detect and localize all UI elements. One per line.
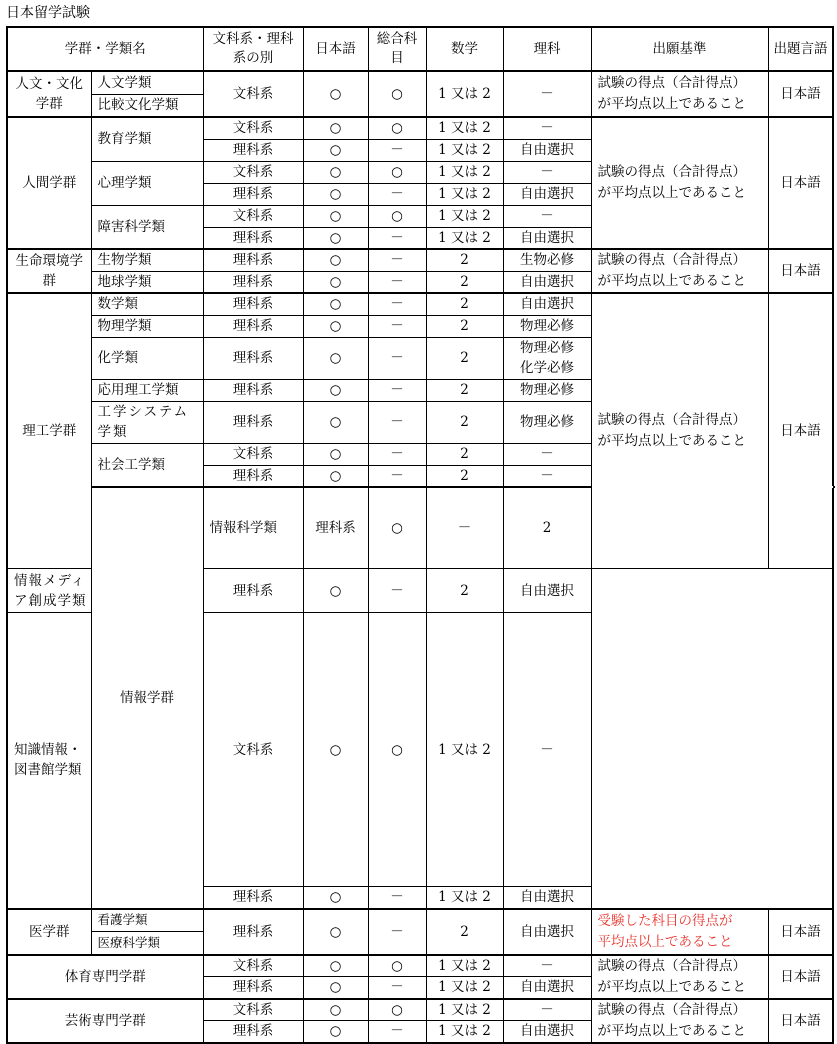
japanese-cell: ○ bbox=[303, 613, 368, 887]
track-cell: 理科系 bbox=[203, 909, 303, 955]
science-cell: － bbox=[503, 443, 591, 465]
japanese-cell: ○ bbox=[303, 183, 368, 205]
college-cell: 社会工学類 bbox=[91, 443, 203, 487]
general-cell: － bbox=[368, 293, 426, 315]
math-cell: 2 bbox=[426, 909, 503, 955]
general-cell: ○ bbox=[368, 999, 426, 1021]
japanese-cell: ○ bbox=[303, 443, 368, 465]
track-cell: 理科系 bbox=[203, 379, 303, 401]
track-cell: 理科系 bbox=[203, 271, 303, 293]
criteria-cell: 受験した科目の得点が 平均点以上であること bbox=[591, 909, 768, 955]
criteria-cell: 試験の得点（合計得点） が平均点以上であること bbox=[591, 999, 768, 1043]
track-cell: 文科系 bbox=[203, 71, 303, 117]
group-cell: 人文・文化学群 bbox=[7, 71, 91, 117]
japanese-cell: ○ bbox=[368, 487, 426, 569]
language-cell: 日本語 bbox=[768, 955, 833, 999]
math-cell: 2 bbox=[426, 337, 503, 379]
science-cell: 物理必修 bbox=[503, 401, 591, 443]
track-cell: 文科系 bbox=[203, 161, 303, 183]
science-cell: 物理必修 化学必修 bbox=[503, 337, 591, 379]
track-cell: 理科系 bbox=[303, 487, 368, 569]
math-cell: 2 bbox=[426, 293, 503, 315]
track-cell: 文科系 bbox=[203, 955, 303, 977]
track-cell: 理科系 bbox=[203, 227, 303, 249]
japanese-cell: ○ bbox=[303, 569, 368, 613]
college-cell: 教育学類 bbox=[91, 117, 203, 161]
japanese-cell: ○ bbox=[303, 887, 368, 909]
science-cell: 自由選択 bbox=[503, 887, 591, 909]
page-title: 日本留学試験 bbox=[6, 5, 90, 21]
science-cell: 自由選択 bbox=[503, 271, 591, 293]
general-cell: － bbox=[368, 315, 426, 337]
college-cell: 人文学類 bbox=[91, 71, 203, 94]
header-japanese: 日本語 bbox=[303, 27, 368, 71]
japanese-cell: ○ bbox=[303, 999, 368, 1021]
science-cell: 生物必修 bbox=[503, 249, 591, 271]
japanese-cell: ○ bbox=[303, 315, 368, 337]
science-cell: 自由選択 bbox=[503, 909, 591, 955]
general-cell: － bbox=[368, 183, 426, 205]
college-cell: 応用理工学類 bbox=[91, 379, 203, 401]
group-cell: 芸術専門学群 bbox=[7, 999, 203, 1043]
track-cell: 理科系 bbox=[203, 887, 303, 909]
college-cell: 地球学類 bbox=[91, 271, 203, 293]
general-cell: ○ bbox=[368, 71, 426, 117]
language-cell: 日本語 bbox=[768, 909, 833, 955]
group-cell: 情報学群 bbox=[91, 487, 203, 909]
general-cell: － bbox=[368, 977, 426, 999]
track-cell: 理科系 bbox=[203, 401, 303, 443]
japanese-cell: ○ bbox=[303, 1021, 368, 1043]
track-cell: 文科系 bbox=[203, 443, 303, 465]
japanese-cell: ○ bbox=[303, 909, 368, 955]
general-cell: － bbox=[368, 227, 426, 249]
general-cell: － bbox=[368, 271, 426, 293]
language-cell: 日本語 bbox=[768, 249, 833, 293]
math-cell: 1 又は 2 bbox=[426, 887, 503, 909]
track-cell: 文科系 bbox=[203, 613, 303, 887]
general-cell: － bbox=[368, 139, 426, 161]
science-cell: 自由選択 bbox=[503, 227, 591, 249]
math-cell: 1 又は 2 bbox=[426, 161, 503, 183]
math-cell: 1 又は 2 bbox=[426, 139, 503, 161]
science-cell: － bbox=[503, 613, 591, 887]
track-cell: 理科系 bbox=[203, 139, 303, 161]
math-cell: 2 bbox=[426, 379, 503, 401]
general-cell: ○ bbox=[368, 955, 426, 977]
japanese-cell: ○ bbox=[303, 205, 368, 227]
track-cell: 理科系 bbox=[203, 183, 303, 205]
science-cell: － bbox=[503, 955, 591, 977]
science-cell: 自由選択 bbox=[503, 293, 591, 315]
science-cell: 自由選択 bbox=[503, 183, 591, 205]
language-cell: 日本語 bbox=[768, 293, 833, 569]
general-cell: － bbox=[368, 249, 426, 271]
japanese-cell: ○ bbox=[303, 139, 368, 161]
header-language: 出題言語 bbox=[768, 27, 833, 71]
general-cell: ○ bbox=[368, 117, 426, 139]
japanese-cell: ○ bbox=[303, 271, 368, 293]
college-cell: 情報メディア創成学類 bbox=[7, 569, 91, 613]
japanese-cell: ○ bbox=[303, 337, 368, 379]
general-cell: － bbox=[368, 909, 426, 955]
language-cell: 日本語 bbox=[768, 999, 833, 1043]
math-cell: 1 又は 2 bbox=[426, 999, 503, 1021]
general-cell: ○ bbox=[368, 613, 426, 887]
general-cell: － bbox=[426, 487, 503, 569]
college-cell: 医療科学類 bbox=[91, 932, 203, 955]
math-cell: 1 又は 2 bbox=[426, 1021, 503, 1043]
science-cell: － bbox=[503, 117, 591, 139]
header-general: 総合科目 bbox=[368, 27, 426, 71]
general-cell: ○ bbox=[368, 161, 426, 183]
college-cell: 物理学類 bbox=[91, 315, 203, 337]
japanese-cell: ○ bbox=[303, 161, 368, 183]
math-cell: 1 又は 2 bbox=[426, 227, 503, 249]
science-cell: － bbox=[503, 465, 591, 487]
science-cell: 自由選択 bbox=[503, 1021, 591, 1043]
math-cell: 1 又は 2 bbox=[426, 71, 503, 117]
science-cell: － bbox=[503, 205, 591, 227]
header-math: 数学 bbox=[426, 27, 503, 71]
college-cell: 数学類 bbox=[91, 293, 203, 315]
criteria-cell: 試験の得点（合計得点） が平均点以上であること bbox=[591, 71, 768, 117]
track-cell: 文科系 bbox=[203, 205, 303, 227]
math-cell: 2 bbox=[426, 443, 503, 465]
japanese-cell: ○ bbox=[303, 465, 368, 487]
language-cell: 日本語 bbox=[768, 117, 833, 249]
math-cell: 2 bbox=[426, 315, 503, 337]
track-cell: 文科系 bbox=[203, 117, 303, 139]
japanese-cell: ○ bbox=[303, 401, 368, 443]
general-cell: － bbox=[368, 465, 426, 487]
group-cell: 人間学群 bbox=[7, 117, 91, 249]
track-cell: 理科系 bbox=[203, 315, 303, 337]
math-cell: 2 bbox=[426, 465, 503, 487]
general-cell: － bbox=[368, 379, 426, 401]
general-cell: － bbox=[368, 887, 426, 909]
track-cell: 理科系 bbox=[203, 465, 303, 487]
japanese-cell: ○ bbox=[303, 227, 368, 249]
track-cell: 理科系 bbox=[203, 977, 303, 999]
track-cell: 理科系 bbox=[203, 569, 303, 613]
general-cell: － bbox=[368, 443, 426, 465]
college-cell: 化学類 bbox=[91, 337, 203, 379]
header-track: 文科系・理科系の別 bbox=[203, 27, 303, 71]
japanese-cell: ○ bbox=[303, 977, 368, 999]
track-cell: 理科系 bbox=[203, 249, 303, 271]
math-cell: 1 又は 2 bbox=[426, 183, 503, 205]
language-cell: 日本語 bbox=[768, 71, 833, 117]
college-cell: 生物学類 bbox=[91, 249, 203, 271]
college-cell: 知識情報・図書館学類 bbox=[7, 613, 91, 909]
math-cell: 2 bbox=[426, 249, 503, 271]
college-cell: 看護学類 bbox=[91, 909, 203, 932]
math-cell: 2 bbox=[426, 271, 503, 293]
general-cell: － bbox=[368, 337, 426, 379]
math-cell: 2 bbox=[426, 401, 503, 443]
college-cell: 障害科学類 bbox=[91, 205, 203, 249]
japanese-cell: ○ bbox=[303, 117, 368, 139]
header-science: 理科 bbox=[503, 27, 591, 71]
college-cell: 情報科学類 bbox=[203, 487, 303, 569]
japanese-cell: ○ bbox=[303, 71, 368, 117]
science-cell: 自由選択 bbox=[503, 139, 591, 161]
track-cell: 理科系 bbox=[203, 293, 303, 315]
math-cell: 1 又は 2 bbox=[426, 955, 503, 977]
general-cell: － bbox=[368, 569, 426, 613]
track-cell: 理科系 bbox=[203, 337, 303, 379]
group-cell: 医学群 bbox=[7, 909, 91, 955]
header-group: 学群・学類名 bbox=[7, 27, 203, 71]
track-cell: 文科系 bbox=[203, 999, 303, 1021]
math-cell: 1 又は 2 bbox=[426, 205, 503, 227]
college-cell: 工学システム学類 bbox=[91, 401, 203, 443]
criteria-cell: 試験の得点（合計得点） が平均点以上であること bbox=[591, 117, 768, 249]
header-criteria: 出願基準 bbox=[591, 27, 768, 71]
group-cell: 理工学群 bbox=[7, 293, 91, 569]
general-cell: － bbox=[368, 1021, 426, 1043]
math-cell: 1 又は 2 bbox=[426, 977, 503, 999]
science-cell: 自由選択 bbox=[503, 977, 591, 999]
science-cell: － bbox=[503, 71, 591, 117]
college-cell: 比較文化学類 bbox=[91, 94, 203, 117]
general-cell: － bbox=[368, 401, 426, 443]
japanese-cell: ○ bbox=[303, 379, 368, 401]
science-cell: 物理必修 bbox=[503, 315, 591, 337]
science-cell: － bbox=[503, 999, 591, 1021]
science-cell: － bbox=[503, 161, 591, 183]
track-cell: 理科系 bbox=[203, 1021, 303, 1043]
college-cell: 心理学類 bbox=[91, 161, 203, 205]
group-cell: 体育専門学群 bbox=[7, 955, 203, 999]
group-cell: 生命環境学群 bbox=[7, 249, 91, 293]
criteria-cell: 試験の得点（合計得点） が平均点以上であること bbox=[591, 955, 768, 999]
math-cell: 1 又は 2 bbox=[426, 613, 503, 887]
japanese-cell: ○ bbox=[303, 955, 368, 977]
japanese-cell: ○ bbox=[303, 293, 368, 315]
japanese-cell: ○ bbox=[303, 249, 368, 271]
math-cell: 2 bbox=[426, 569, 503, 613]
science-cell: 自由選択 bbox=[503, 569, 591, 613]
requirements-table bbox=[6, 26, 834, 1044]
criteria-cell: 試験の得点（合計得点） が平均点以上であること bbox=[591, 249, 768, 293]
criteria-cell: 試験の得点（合計得点） が平均点以上であること bbox=[591, 293, 768, 569]
math-cell: 1 又は 2 bbox=[426, 117, 503, 139]
science-cell: 物理必修 bbox=[503, 379, 591, 401]
math-cell: 2 bbox=[503, 487, 591, 569]
general-cell: ○ bbox=[368, 205, 426, 227]
